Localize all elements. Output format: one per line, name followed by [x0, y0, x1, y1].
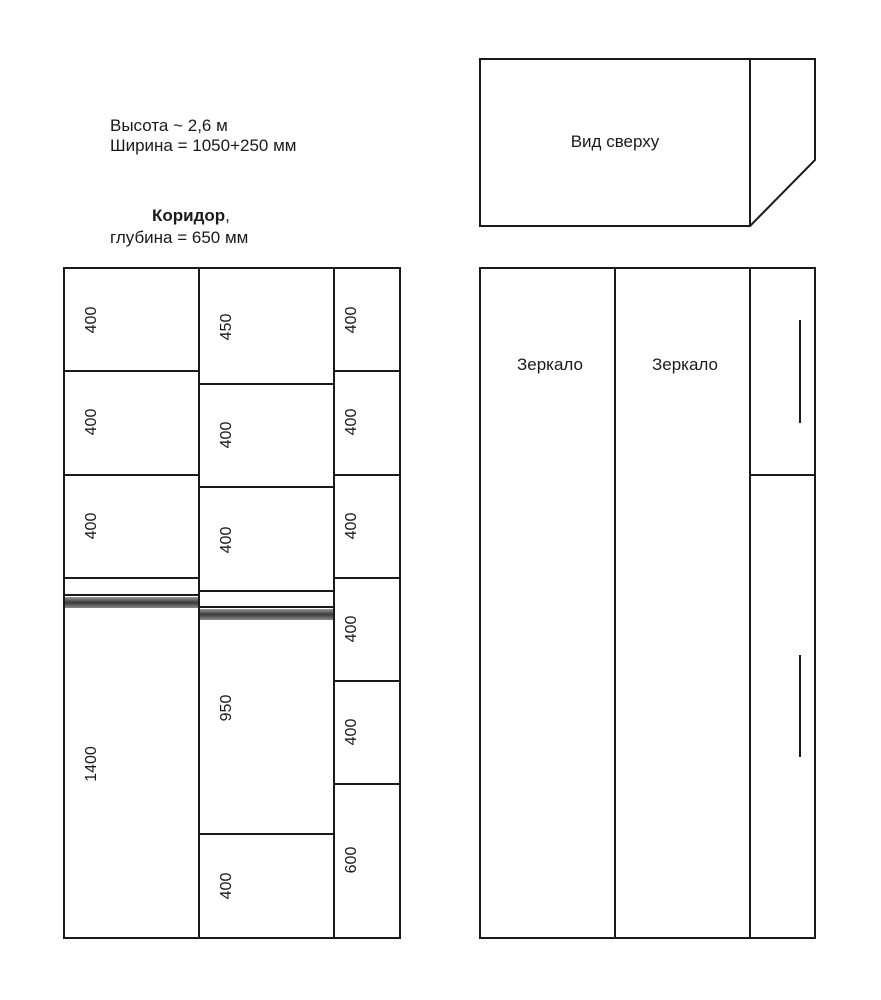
dim-col1-4: 1400 [83, 746, 100, 782]
dim-col1-3: 400 [83, 512, 100, 540]
dim-col2-4: 950 [218, 694, 235, 722]
section-name: Коридор [152, 206, 226, 225]
dim-col2-3: 400 [218, 526, 235, 554]
dim-col3-6: 600 [343, 846, 360, 874]
mirror-label-1: Зеркало [516, 355, 584, 374]
dim-col3-4: 400 [343, 615, 360, 643]
section-plan [64, 268, 400, 938]
section-comma: , [225, 206, 230, 225]
hanging-rod [65, 597, 198, 608]
dim-col2-5: 400 [218, 872, 235, 900]
top-view-label: Вид сверху [570, 132, 660, 151]
depth-label: глубина = 650 мм [110, 228, 249, 247]
dim-col1-1: 400 [83, 306, 100, 334]
front-view [480, 268, 815, 938]
dim-col2-2: 400 [218, 421, 235, 449]
height-label: Высота ~ 2,6 м [110, 116, 228, 135]
dim-col3-5: 400 [343, 718, 360, 746]
dim-col2-1: 450 [218, 313, 235, 341]
dim-col1-2: 400 [83, 408, 100, 436]
hanging-rod [200, 609, 333, 620]
dim-col3-1: 400 [343, 306, 360, 334]
width-label: Ширина = 1050+250 мм [110, 136, 297, 155]
top-view [480, 59, 815, 226]
dim-col3-3: 400 [343, 512, 360, 540]
mirror-label-2: Зеркало [651, 355, 719, 374]
dim-col3-2: 400 [343, 408, 360, 436]
